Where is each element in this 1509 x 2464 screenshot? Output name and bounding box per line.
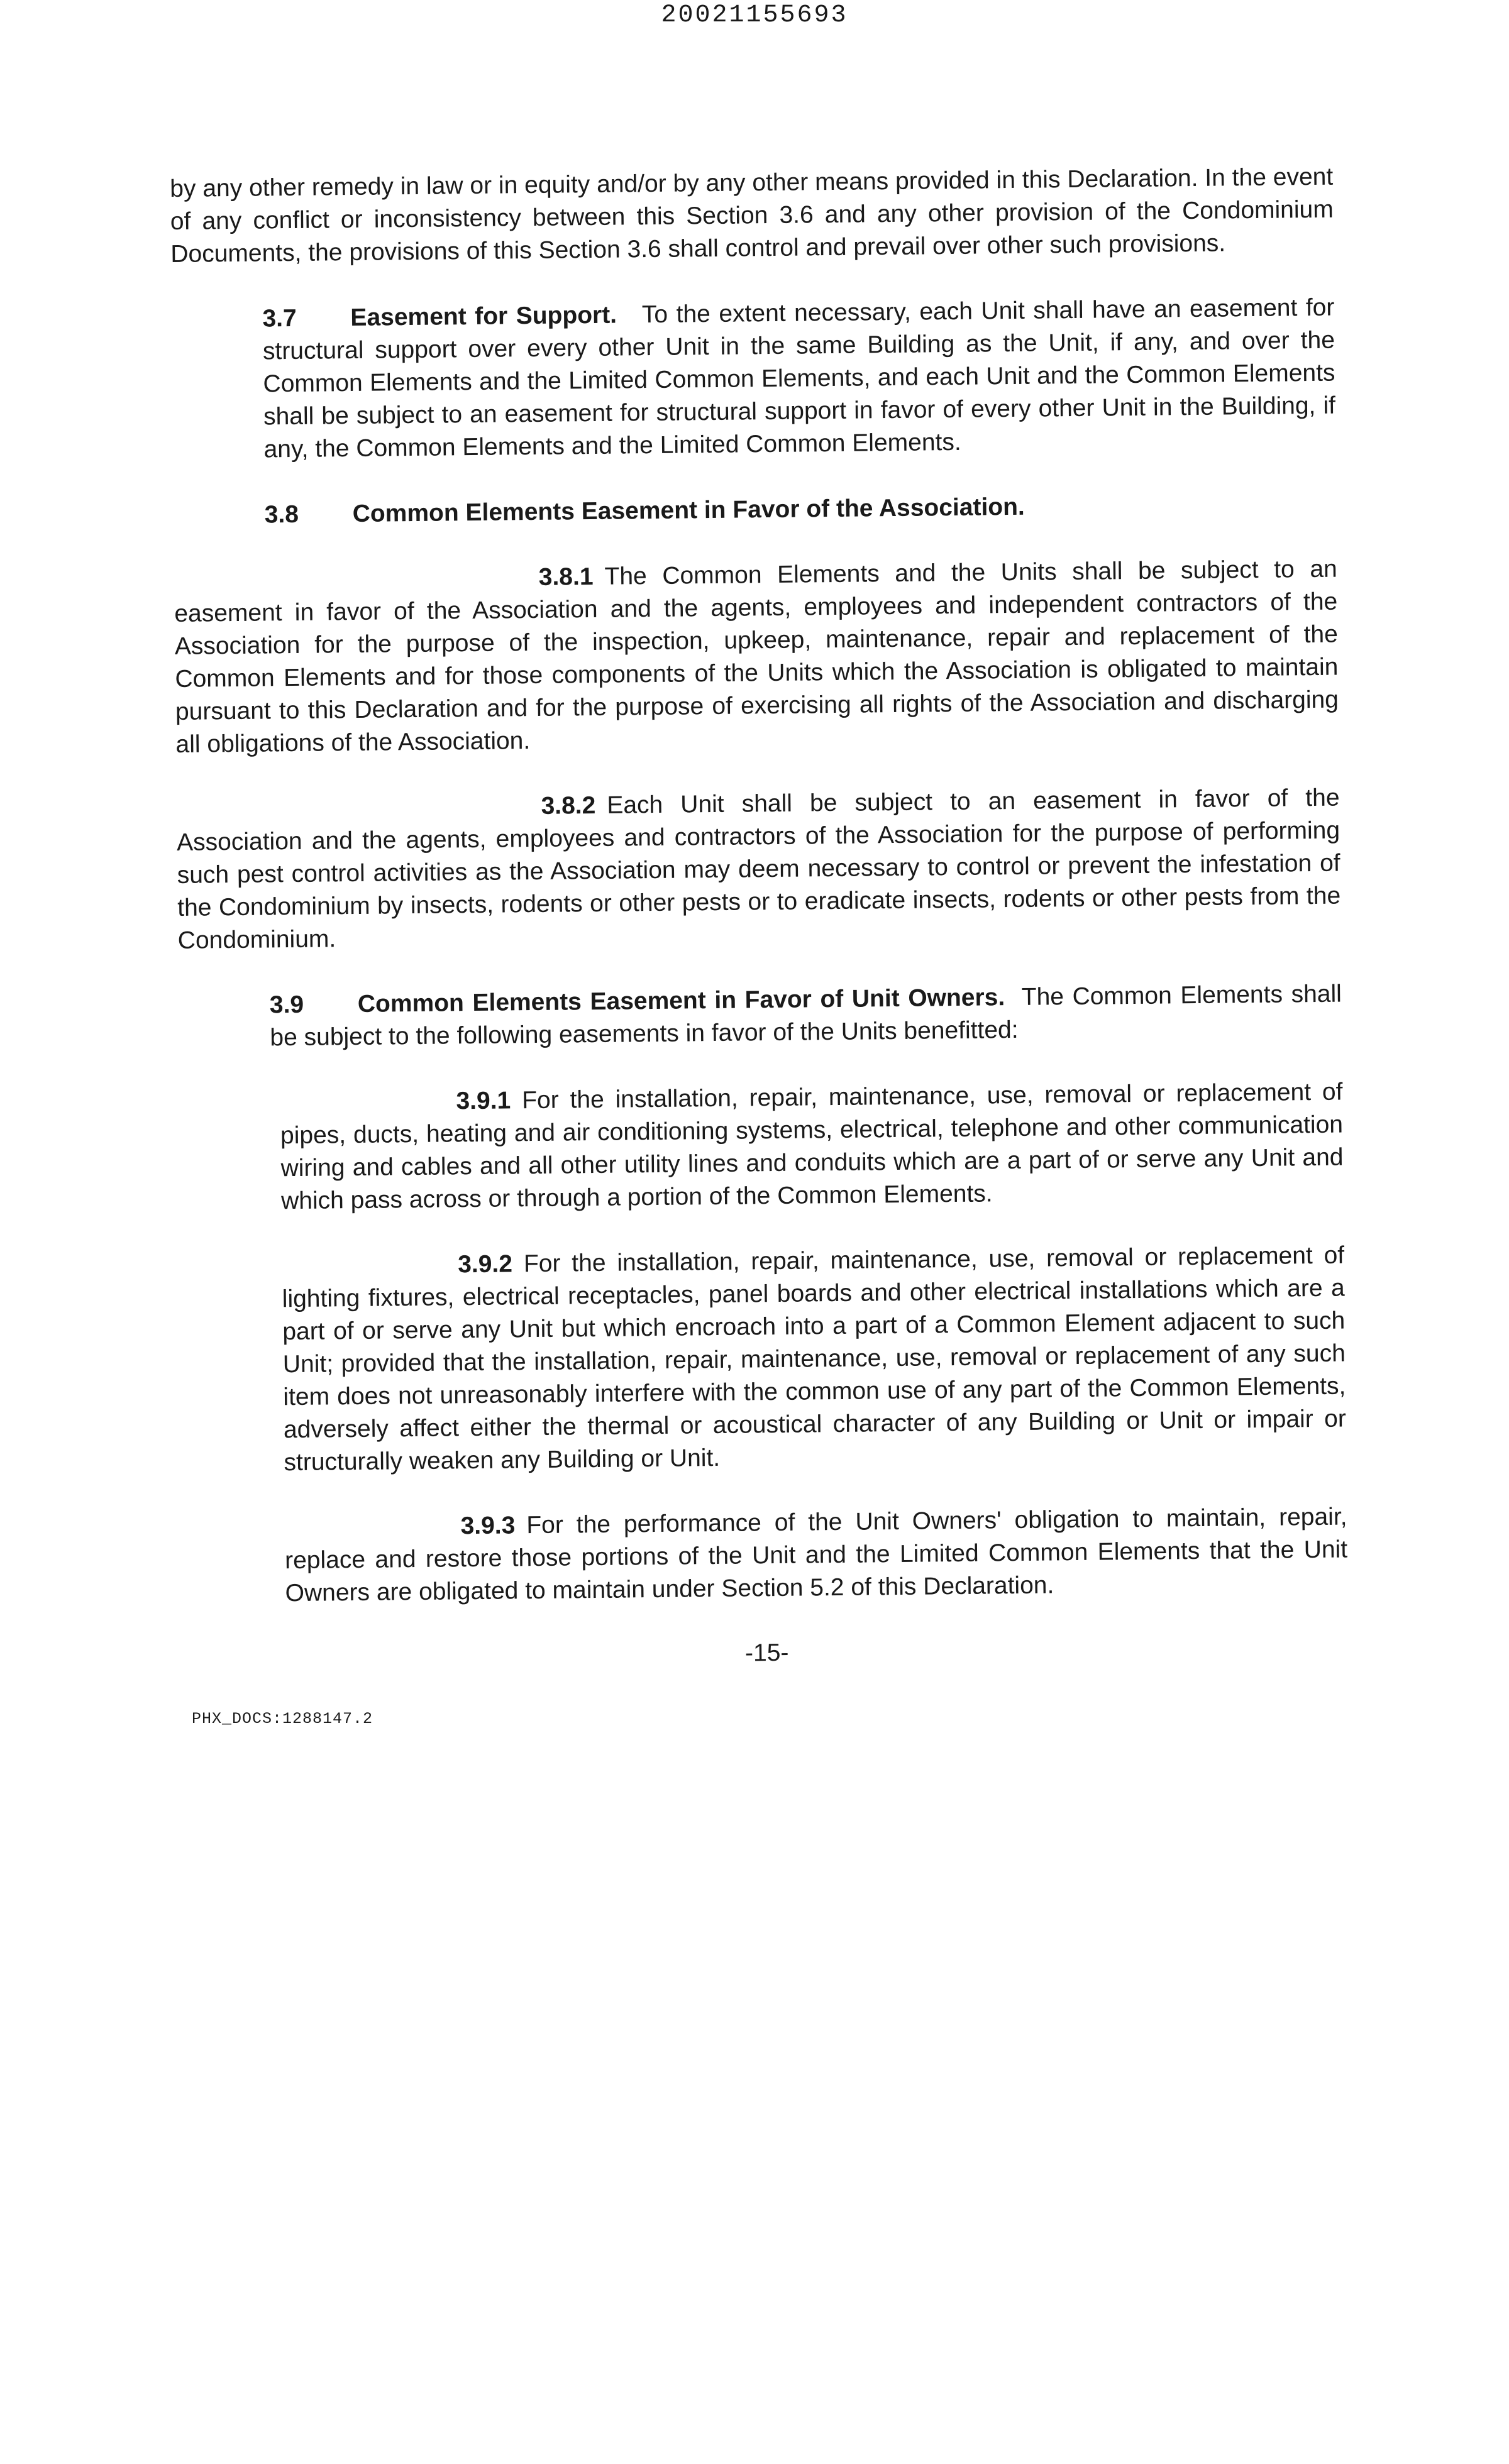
section-3-9-3 [184,1501,1348,1611]
section-title: Common Elements Easement in Favor of the Association. [352,493,1025,527]
section-body: The Common Elements shall be subject to the following easements in favor of the Units benefitted: [270,980,1342,1052]
section-body: The Common Elements and the Units shall be subject to an easement in favor of the Association and the agents, employees and independent contractors of the Association for the purpose of the inspection, upkeep, maintenance, repair and replacement of the Common Elements and for those components of the Units which the Association is obligated to maintain pursuant to this Declaration and for the purpose of exercising all rights of the Association and discharging all obligations of the Association. [174,555,1339,758]
section-3-9-2 [181,1240,1347,1480]
section-number: 3.8.1 [538,563,594,591]
page-number: -15- [744,1639,789,1667]
section-number: 3.8.2 [541,791,596,820]
section-3-9-1 [179,1076,1344,1219]
section-body: For the installation, repair, maintenance, use, removal or replacement of pipes, ducts, heating and air conditioning systems, electrical, telephone and other communication wiring and cables and all other utility lines and conduits which are a part of or serve any Unit and which pass across or through a portion of the Common Elements. [280,1078,1344,1215]
footer-doc-code: PHX_DOCS:1288147.2 [192,1710,373,1728]
section-number: 3.7 [262,304,297,333]
document-number: 20021155693 [661,1,848,30]
section-number: 3.9.2 [457,1250,513,1279]
section-body: For the performance of the Unit Owners' obligation to maintain, repair, replace and restore those portions of the Unit and the Limited Common Elements that the Unit Owners are obligated to maintain under Section 5.2 of this Declaration. [284,1503,1348,1607]
section-3-9 [179,978,1342,1055]
section-title: Easement for Support. [350,301,617,332]
section-3-8-2 [176,782,1341,957]
section-body: For the installation, repair, maintenance, use, removal or replacement of lighting fixtures, electrical receptacles, panel boards and other electrical installations which are a part of or serve any Unit but which encroach into a part of a Common Element adjacent to such Unit; provided that the installation, repair, maintenance, use, removal or replacement of any such item does not unreasonably interfere with the common use of any part of the Common Elements, adversely affect either the thermal or acoustical character of any Building or Unit or impair or structurally weaken any Building or Unit. [282,1241,1347,1477]
section-3-8-1 [174,553,1339,761]
section-number: 3.9 [269,991,304,1019]
section-3-7 [171,292,1336,467]
section-body: To the extent necessary, each Unit shall have an easement for structural support over every other Unit in the same Building as the Unit, if any, and over the Common Elements and the Limited Common Elements, and each Unit and the Common Elements shall be subject to an easement for structural support in favor of every other Unit in the Building, if any, the Common Elements and the Limited Common Elements. [262,294,1336,463]
section-number: 3.9.3 [460,1512,516,1540]
section-title: Common Elements Easement in Favor of Unit Owners. [357,984,1005,1018]
section-number: 3.9.1 [456,1087,511,1115]
intro-paragraph: by any other remedy in law or in equity and/or by any other means provided in this Declaration. In the event of any conflict or inconsistency between this Section 3.6 and any other provision of the Condominium Documents, the provisions of this Section 3.6 shall control and prevail over other such provisions. [170,163,1334,268]
page-body [170,161,1349,1673]
section-number: 3.8 [264,500,299,529]
section-body: Each Unit shall be subject to an easement in favor of the Association and the agents, employees and contractors of the Association for the purpose of performing such pest control activities as the Association may deem necessary to control or prevent the infestation of the Condominium by insects, rodents or other pests or to eradicate insects, rodents or other pests from the Condominium. [176,784,1341,954]
